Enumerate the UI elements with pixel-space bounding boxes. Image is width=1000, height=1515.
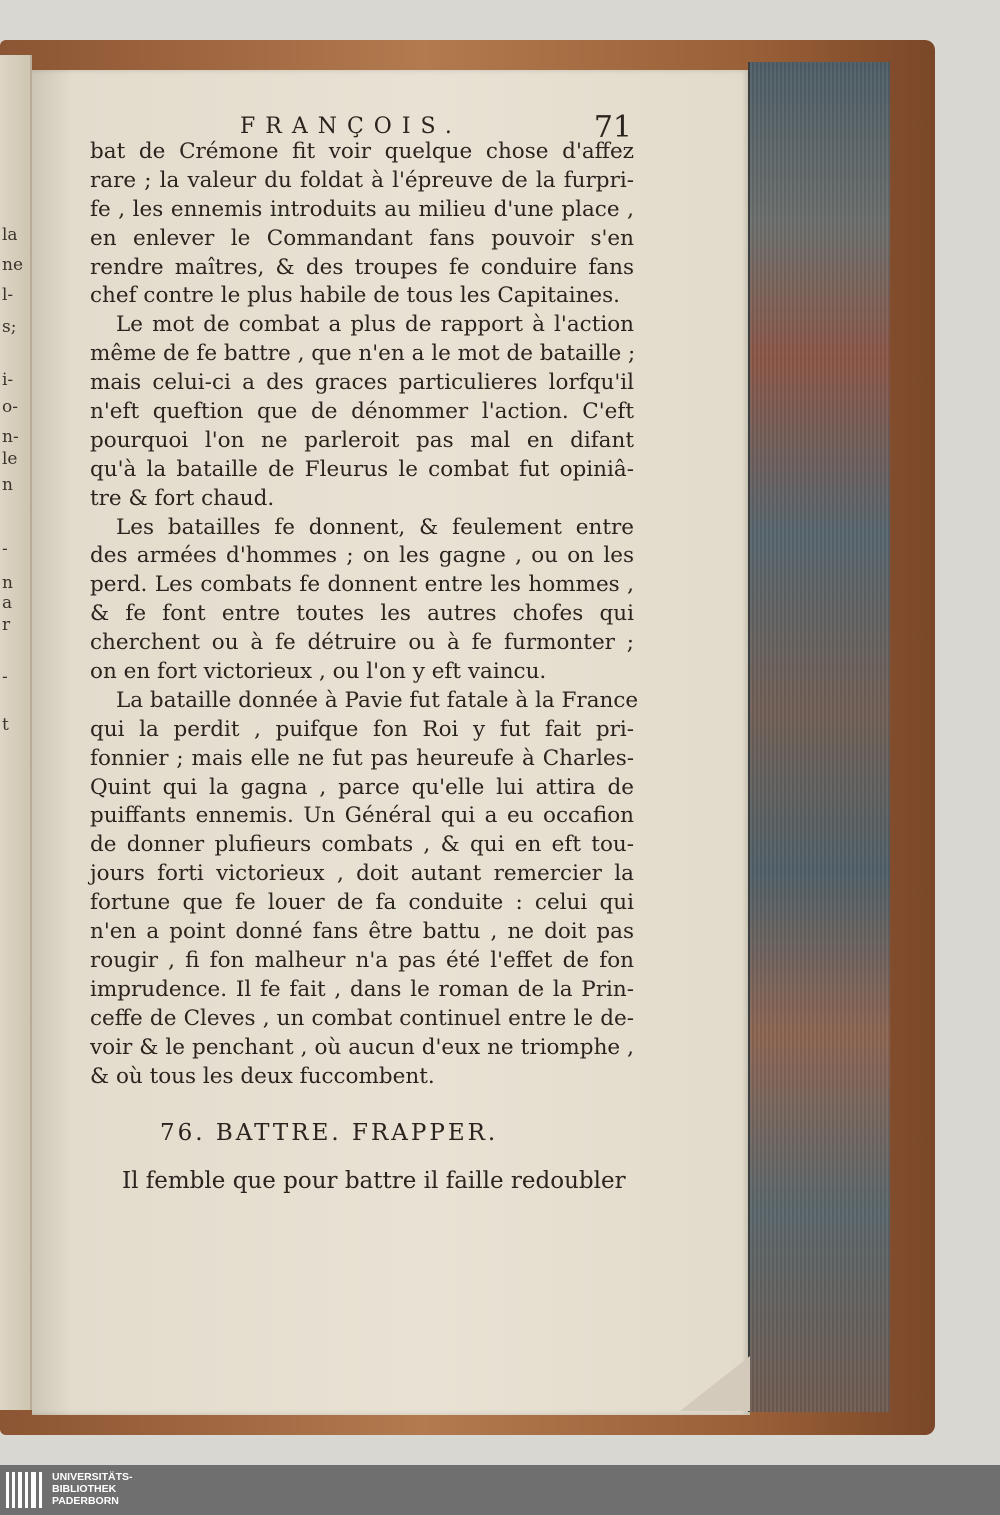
text-line: même de fe battre , que n'en a le mot de bataille ; [90,341,636,367]
margin-fragment: la [2,225,18,245]
text-line: puiffants ennemis. Un Général qui a eu occafion [90,803,634,829]
margin-fragment: a [2,593,13,613]
text-line: qui la perdit , puifque fon Roi y fut fait pri- [90,716,634,742]
body-paragraphs [90,138,639,1091]
text-line: fortune que fe louer de fa conduite : celui qui [90,890,634,916]
text-line: fe , les ennemis introduits au milieu d'une place , [90,196,634,222]
marbled-fore-edge [748,62,890,1412]
margin-fragment: - [2,667,8,687]
running-head: FRANÇOIS. [240,114,462,139]
margin-fragment: r [2,615,11,635]
text-line: Le mot de combat a plus de rapport à l'action [116,312,634,338]
margin-fragment: i- [2,370,14,390]
text-line: jours forti victorieux , doit autant remercier la [90,861,634,887]
text-line: perd. Les combats fe donnent entre les hommes , [90,572,634,598]
text-line: chef contre le plus habile de tous les Capitaines. [90,283,621,309]
text-line: voir & le penchant , où aucun d'eux ne triomphe , [90,1034,634,1060]
text-line: & fe font entre toutes les autres chofes qui [90,601,634,627]
section-heading: 76. BATTRE. FRAPPER. [160,1120,499,1147]
text-line: en enlever le Commandant fans pouvoir s'en [90,225,634,251]
margin-fragment: n- [2,427,19,447]
margin-fragment: s; [2,317,17,337]
page-number: 71 [593,110,632,145]
text-line: tre & fort chaud. [90,485,275,511]
library-logo-text [52,1471,133,1507]
logo-line: UNIVERSITÄTS- [52,1471,133,1483]
text-line: fonnier ; mais elle ne fut pas heureufe à Charles- [90,745,634,771]
text-line: rougir , fi fon malheur n'a pas été l'effet de fon [90,947,634,973]
text-line: imprudence. Il fe fait , dans le roman de la Prin- [90,976,634,1002]
text-line: mais celui-ci a des graces particulieres lorfqu'il [90,370,634,396]
margin-fragment: t [2,715,9,735]
folded-page-corner [680,1356,750,1411]
text-line: & où tous les deux fuccombent. [90,1063,435,1089]
text-line: Quint qui la gagna , parce qu'elle lui attira de [90,774,634,800]
text-line: rendre maîtres, & des troupes fe conduire fans [90,254,634,280]
continuation-line: Il femble que pour battre il faille redoubler [122,1168,626,1195]
margin-fragment: ne [2,255,24,275]
text-line: de donner plufieurs combats , & qui en eft tou- [90,832,634,858]
margin-fragment: - [2,539,8,559]
text-line: ceffe de Cleves , un combat continuel entre le de- [90,1005,634,1031]
margin-fragment: n [2,475,13,495]
text-line: pourquoi l'on ne parleroit pas mal en difant [90,427,634,453]
text-line: qu'à la bataille de Fleurus le combat fut opiniâ- [90,456,634,482]
text-line: rare ; la valeur du foldat à l'épreuve de la furpri- [90,167,634,193]
logo-line: PADERBORN [52,1495,119,1507]
text-line: n'en a point donné fans être battu , ne doit pas [90,919,634,945]
text-line: n'eft queftion que de dénommer l'action. C'eft [90,399,634,425]
text-line: La bataille donnée à Pavie fut fatale à la France [116,687,639,713]
logo-line: BIBLIOTHEK [52,1483,117,1495]
text-line: cherchent ou à fe détruire ou à fe furmonter ; [90,630,634,656]
margin-fragment: l- [2,285,14,305]
text-line: bat de Crémone fit voir quelque chose d'affez [90,139,634,164]
previous-page-edge [0,55,32,1410]
library-footer [0,1465,1000,1515]
previous-page-margin-text [0,55,30,1410]
page-text [90,138,639,1196]
text-line: Les batailles fe donnent, & feulement entre [116,514,634,540]
library-logo-icon [6,1472,46,1508]
text-line: on en fort victorieux , ou l'on y eft vaincu. [90,659,547,685]
margin-fragment: o- [2,397,18,417]
margin-fragment: le [2,449,18,469]
margin-fragment: n [2,573,13,593]
text-line: des armées d'hommes ; on les gagne , ou on les [90,543,634,569]
